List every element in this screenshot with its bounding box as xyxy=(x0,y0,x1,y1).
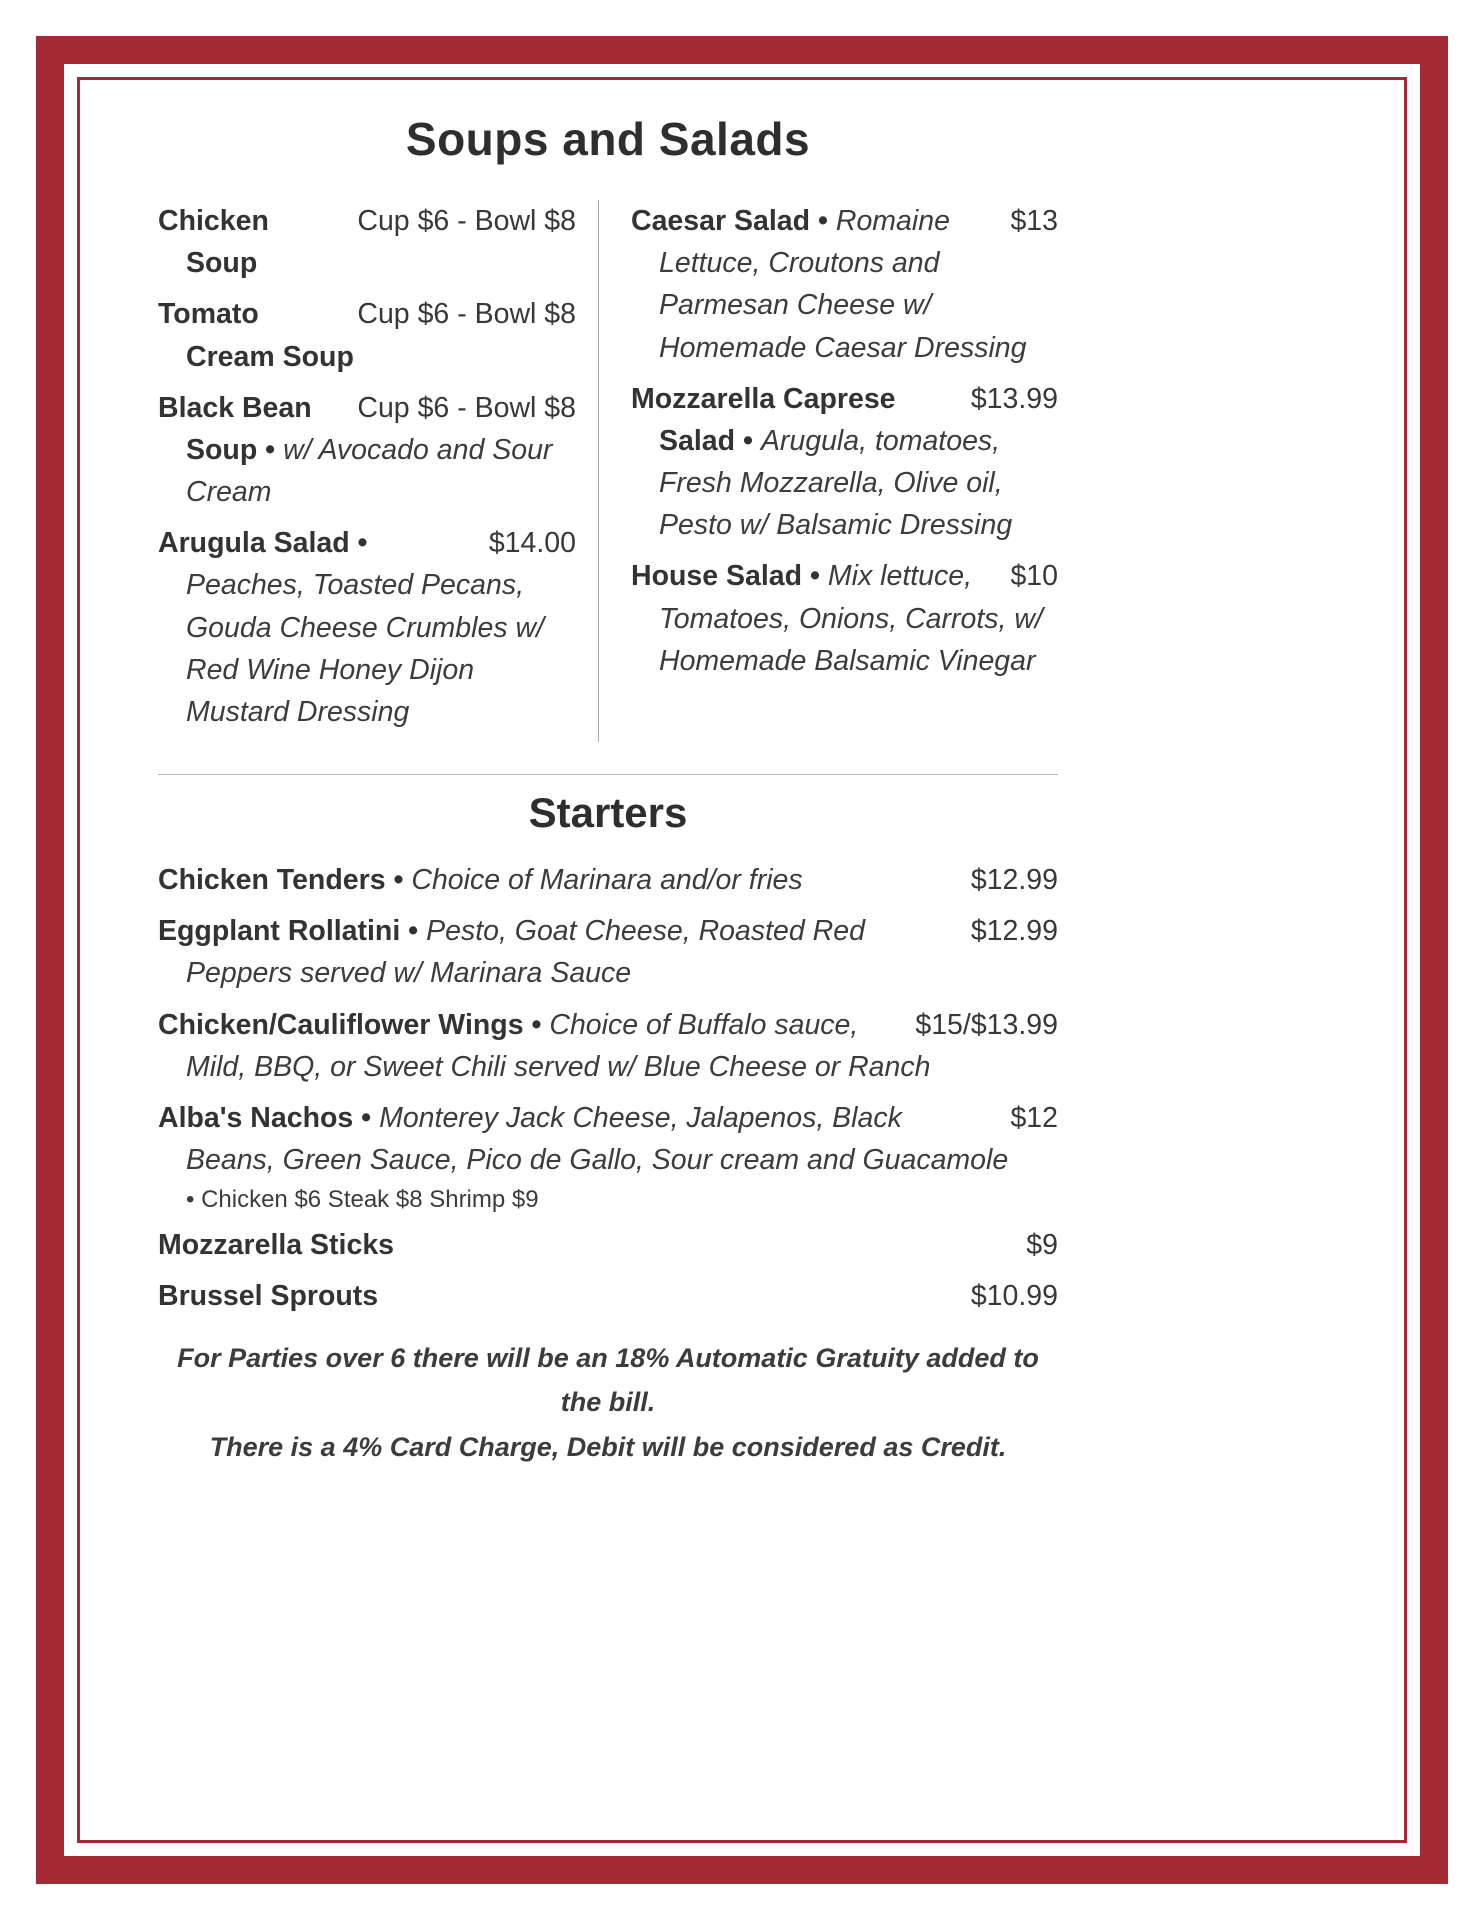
menu-item-chicken-tenders xyxy=(158,859,1058,901)
menu-item-mozzarella-caprese-salad xyxy=(631,378,1058,547)
menu-footer xyxy=(158,1336,1058,1470)
bullet-separator: • xyxy=(257,433,284,466)
starters-list xyxy=(158,859,1058,1318)
item-description: Choice of Marinara and/or fries xyxy=(411,864,803,897)
item-name: Alba's Nachos xyxy=(158,1101,354,1134)
bullet-separator: • xyxy=(349,527,368,560)
item-name: Chicken/Cauliflower Wings xyxy=(158,1008,524,1041)
soups-column-left xyxy=(158,200,598,742)
bullet-separator: • xyxy=(400,915,427,948)
item-price: $10.99 xyxy=(970,1280,1058,1313)
bullet-separator: • xyxy=(385,864,412,897)
menu-item-chicken-soup xyxy=(158,200,576,284)
soups-salads-title: Soups and Salads xyxy=(405,113,811,165)
item-name: Black Bean Soup xyxy=(158,391,312,466)
item-price: $15/$13.99 xyxy=(915,1008,1058,1041)
item-name: Tomato Cream Soup xyxy=(158,298,354,373)
bullet-separator: • xyxy=(810,205,836,237)
item-price: $12.99 xyxy=(970,915,1058,948)
item-price: Cup $6 - Bowl $8 xyxy=(357,298,576,331)
footer-gratuity-note: For Parties over 6 there will be an 18% Automatic Gratuity added to the bill. xyxy=(177,1342,1039,1418)
item-name: Brussel Sprouts xyxy=(158,1280,379,1313)
item-description: Arugula, tomatoes, Fresh Mozzarella, Olive oil, Pesto w/ Balsamic Dressing xyxy=(659,424,1013,542)
footer-card-charge-note: There is a 4% Card Charge, Debit will be considered as Credit. xyxy=(209,1431,1007,1462)
item-price: $14.00 xyxy=(488,527,576,560)
item-price: $12 xyxy=(1010,1101,1058,1134)
item-name: Chicken Tenders xyxy=(158,864,386,897)
menu-item-house-salad xyxy=(631,555,1058,682)
item-description: w/ Avocado and Sour Cream xyxy=(186,433,553,509)
section-divider xyxy=(158,774,1058,775)
item-name: Chicken Soup xyxy=(158,205,269,280)
item-price: $13.99 xyxy=(970,382,1058,415)
salads-column-right xyxy=(599,200,1058,742)
soups-salads-columns xyxy=(158,200,1058,742)
menu-item-caesar-salad xyxy=(631,200,1058,369)
item-price: Cup $6 - Bowl $8 xyxy=(357,391,576,424)
item-description: Monterey Jack Cheese, Jalapenos, Black Beans, Green Sauce, Pico de Gallo, Sour cream and Guacamole xyxy=(186,1101,1009,1177)
nachos-addons-note: • Chicken $6 Steak $8 Shrimp $9 xyxy=(186,1186,539,1214)
item-price: $13 xyxy=(1010,205,1058,237)
menu-item-albas-nachos xyxy=(158,1097,1058,1181)
menu-item-black-bean-soup xyxy=(158,387,576,514)
starters-title: Starters xyxy=(528,789,688,837)
item-name: Mozzarella Caprese Salad xyxy=(631,382,896,457)
item-description: Mix lettuce, Tomatoes, Onions, Carrots, w/ Homemade Balsamic Vinegar xyxy=(659,560,1043,677)
item-price: Cup $6 - Bowl $8 xyxy=(357,205,576,237)
item-name: House Salad xyxy=(631,560,803,593)
item-name: Mozzarella Sticks xyxy=(158,1229,395,1262)
item-description: Peaches, Toasted Pecans, Gouda Cheese Crumbles w/ Red Wine Honey Dijon Mustard Dressing xyxy=(186,569,545,728)
menu-content xyxy=(158,112,1058,1469)
item-description: Pesto, Goat Cheese, Roasted Red Peppers served w/ Marinara Sauce xyxy=(186,915,865,990)
menu-item-chicken-cauliflower-wings xyxy=(158,1004,1058,1088)
item-name: Caesar Salad xyxy=(631,205,811,237)
menu-item-brussel-sprouts xyxy=(158,1275,1058,1317)
menu-item-arugula-salad xyxy=(158,522,576,733)
menu-item-mozzarella-sticks xyxy=(158,1224,1058,1266)
item-name: Eggplant Rollatini xyxy=(158,915,401,948)
item-description: Romaine Lettuce, Croutons and Parmesan Cheese w/ Homemade Caesar Dressing xyxy=(659,205,1027,364)
item-price: $9 xyxy=(1026,1229,1058,1262)
item-description: Choice of Buffalo sauce, Mild, BBQ, or Sweet Chili served w/ Blue Cheese or Ranch xyxy=(186,1008,931,1083)
item-name: Arugula Salad xyxy=(158,527,350,560)
menu-item-eggplant-rollatini xyxy=(158,910,1058,994)
menu-item-tomato-cream-soup xyxy=(158,293,576,377)
bullet-separator: • xyxy=(802,560,828,593)
item-price: $12.99 xyxy=(970,864,1058,897)
bullet-separator: • xyxy=(523,1008,550,1041)
bullet-separator: • xyxy=(735,424,761,457)
item-price: $10 xyxy=(1010,560,1058,593)
bullet-separator: • xyxy=(353,1101,380,1134)
